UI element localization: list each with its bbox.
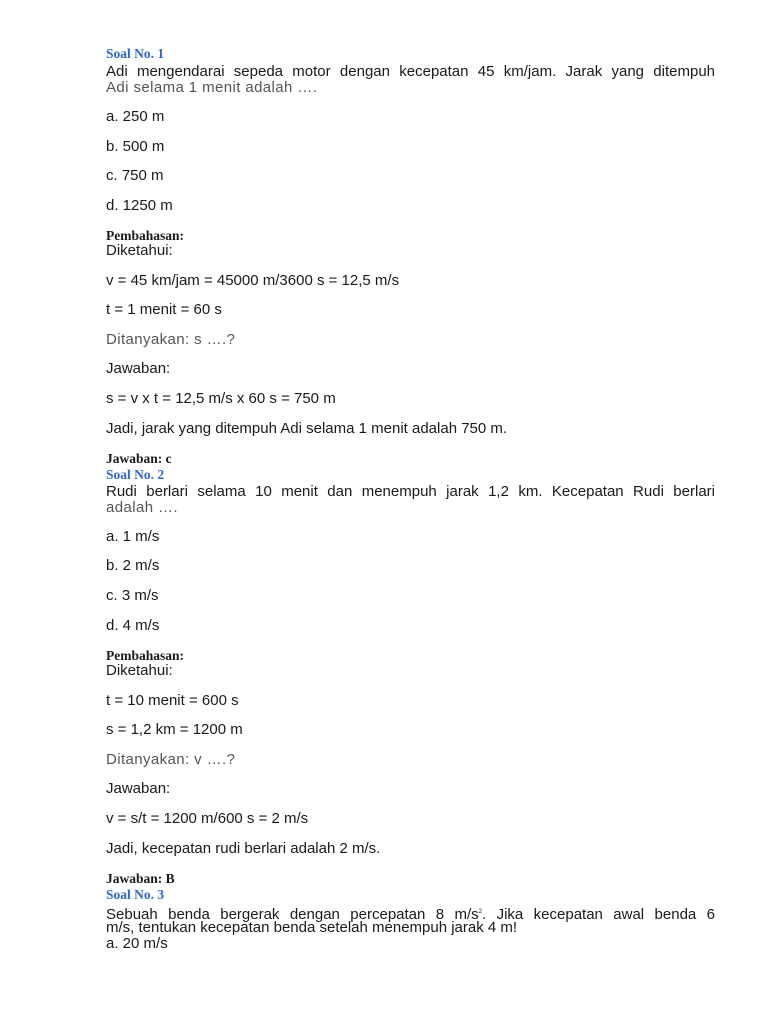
- answer-option: c. 3 m/s: [106, 587, 159, 604]
- answer-option: b. 2 m/s: [106, 557, 160, 574]
- known-value: t = 1 menit = 60 s: [106, 301, 222, 318]
- answer-option: a. 1 m/s: [106, 528, 160, 545]
- answer-option: b. 500 m: [106, 138, 165, 155]
- answer-option: a. 20 m/s: [106, 935, 168, 952]
- question-text: adalah ….: [106, 499, 178, 516]
- question-heading: Soal No. 2: [106, 467, 165, 482]
- answer-option: d. 4 m/s: [106, 617, 160, 634]
- question-text: Adi mengendarai sepeda motor dengan kecepatan 45 km/jam. Jarak yang ditempuh: [106, 63, 715, 80]
- asked-label: Ditanyakan: s ….?: [106, 331, 236, 348]
- question-heading: Soal No. 1: [106, 46, 165, 61]
- answer-option: d. 1250 m: [106, 197, 173, 214]
- calculation: v = s/t = 1200 m/600 s = 2 m/s: [106, 810, 309, 827]
- conclusion: Jadi, kecepatan rudi berlari adalah 2 m/s.: [106, 840, 381, 857]
- discussion-heading: Pembahasan:: [106, 648, 185, 663]
- answer-label: Jawaban:: [106, 780, 171, 797]
- known-label: Diketahui:: [106, 242, 173, 259]
- known-value: s = 1,2 km = 1200 m: [106, 721, 243, 738]
- question-text: Rudi berlari selama 10 menit dan menempuh jarak 1,2 km. Kecepatan Rudi berlari: [106, 483, 715, 500]
- answer-label: Jawaban:: [106, 360, 171, 377]
- calculation: s = v x t = 12,5 m/s x 60 s = 750 m: [106, 390, 336, 407]
- known-value: t = 10 menit = 600 s: [106, 692, 239, 709]
- asked-label: Ditanyakan: v ….?: [106, 751, 236, 768]
- question-heading: Soal No. 3: [106, 887, 165, 902]
- question-text: Sebuah benda bergerak dengan percepatan 8 $m/s^2$. Jika kecepatan awal benda 6: [106, 906, 715, 923]
- conclusion: Jadi, jarak yang ditempuh Adi selama 1 menit adalah 750 m.: [106, 420, 508, 437]
- known-label: Diketahui:: [106, 662, 173, 679]
- answer-option: c. 750 m: [106, 167, 164, 184]
- known-value: v = 45 km/jam = 45000 m/3600 s = 12,5 m/s: [106, 272, 400, 289]
- final-answer: Jawaban: c: [106, 451, 172, 466]
- discussion-heading: Pembahasan:: [106, 228, 185, 243]
- question-text: m/s, tentukan kecepatan benda setelah menempuh jarak 4 m!: [106, 919, 518, 936]
- answer-option: a. 250 m: [106, 108, 165, 125]
- final-answer: Jawaban: B: [106, 871, 175, 886]
- question-text: Adi selama 1 menit adalah ….: [106, 79, 318, 96]
